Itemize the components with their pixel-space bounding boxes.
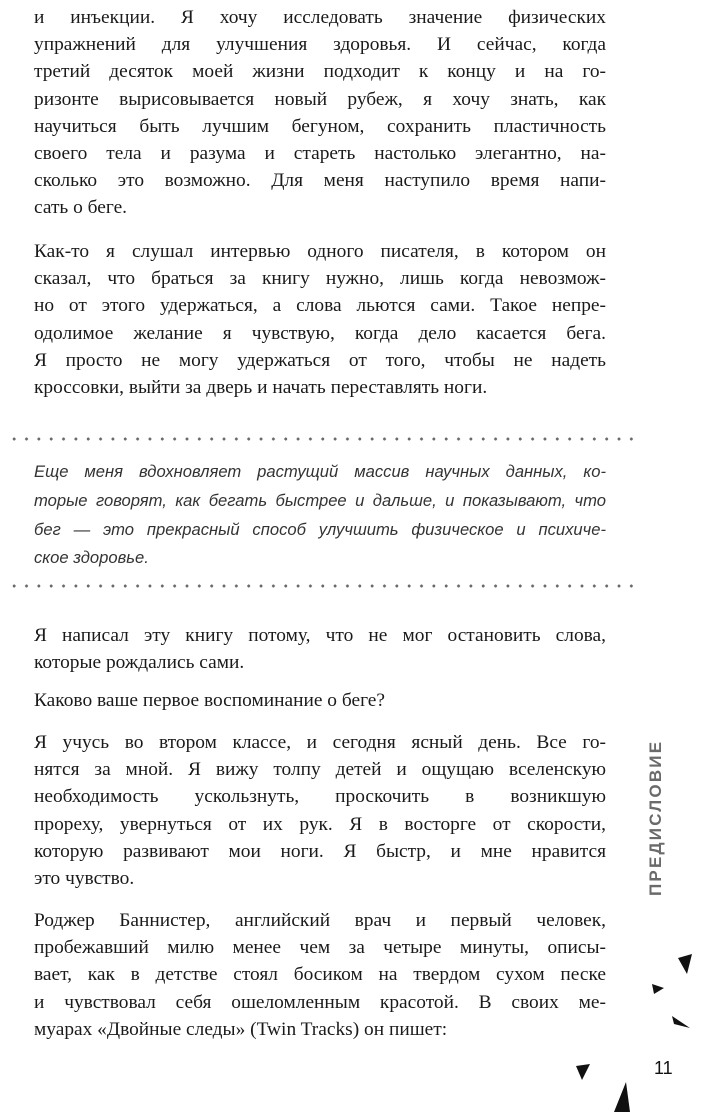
paragraph-line: ризонте вырисовывается новый рубеж, я хочу знать, как <box>34 88 606 110</box>
quote-line: торые говорят, как бегать быстрее и дальше, и показывают, что <box>34 490 606 510</box>
triangle-shape <box>576 1064 590 1080</box>
page-number: 11 <box>654 1058 673 1078</box>
paragraph-line: пробежавший милю менее чем за четыре минуты, описы- <box>34 937 606 959</box>
paragraph-line: Я написал эту книгу потому, что не мог остановить слова, <box>34 625 606 646</box>
paragraph-line: это чувство. <box>34 868 135 890</box>
paragraph-line: сколько это возможно. Для меня наступило время напи- <box>34 170 606 192</box>
paragraph-line: нятся за мной. Я вижу толпу детей и ощущаю вселенскую <box>34 759 606 781</box>
dotted-divider-top <box>8 437 636 441</box>
quote-line: ское здоровье. <box>34 548 149 568</box>
paragraph-6 <box>34 907 606 1043</box>
paragraph-line: третий десяток моей жизни подходит к концу и на го- <box>34 61 606 83</box>
paragraph-2 <box>34 238 606 401</box>
paragraph-line: сать о беге. <box>34 197 128 219</box>
paragraph-line: которые рождались сами. <box>34 652 245 674</box>
decorative-triangles-icon <box>560 940 702 1114</box>
dotted-divider-bottom <box>8 584 636 588</box>
paragraph-5 <box>34 729 606 892</box>
quote-line: бег — это прекрасный способ улучшить физическое и психиче- <box>34 519 606 539</box>
paragraph-line: и инъекции. Я хочу исследовать значение физических <box>34 7 606 28</box>
quote-line: Еще меня вдохновляет растущий массив научных данных, ко- <box>34 462 606 481</box>
paragraph-line: Я просто не могу удержаться от того, чтобы не надеть <box>34 349 606 371</box>
paragraph-line: вает, как в детстве стоял босиком на твердом сухом песке <box>34 964 606 986</box>
paragraph-line: муарах «Двойные следы» (Twin Tracks) он пишет: <box>34 1018 448 1040</box>
paragraph-line: Каково ваше первое воспоминание о беге? <box>34 690 385 711</box>
triangle-shape <box>652 984 664 994</box>
paragraph-line: Как-то я слушал интервью одного писателя, в котором он <box>34 241 606 262</box>
chapter-side-title: ПРЕДИСЛОВИЕ <box>646 739 665 896</box>
paragraph-line: прореху, увернуться от их рук. Я в восторге от скорости, <box>34 813 606 835</box>
triangle-shape <box>678 954 692 974</box>
triangle-shape <box>614 1082 630 1112</box>
paragraph-3 <box>34 622 606 676</box>
paragraph-line: Я учусь во втором классе, и сегодня ясный день. Все го- <box>34 732 606 753</box>
pull-quote <box>34 458 606 573</box>
paragraph-line: одолимое желание я чувствую, когда дело касается бега. <box>34 322 606 344</box>
paragraph-line: которую развивают мои ноги. Я быстр, и мне нравится <box>34 840 606 862</box>
paragraph-line: но от этого удержаться, а слова льются сами. Такое непре- <box>34 295 606 317</box>
paragraph-line: кроссовки, выйти за дверь и начать переставлять ноги. <box>34 377 488 399</box>
paragraph-line: своего тела и разума и стареть настолько элегантно, на- <box>34 143 606 165</box>
triangle-shape <box>672 1016 690 1028</box>
paragraph-line: необходимость ускользнуть, проскочить в возникшую <box>34 786 606 808</box>
paragraph-line: упражнений для улучшения здоровья. И сейчас, когда <box>34 34 606 56</box>
paragraph-1 <box>34 4 606 222</box>
paragraph-4 <box>34 687 606 714</box>
paragraph-line: и чувствовал себя ошеломленным красотой. В своих ме- <box>34 991 606 1013</box>
paragraph-line: научиться быть лучшим бегуном, сохранить пластичность <box>34 115 606 137</box>
paragraph-line: Роджер Баннистер, английский врач и первый человек, <box>34 910 606 931</box>
paragraph-line: сказал, что браться за книгу нужно, лишь когда невозмож- <box>34 268 606 290</box>
